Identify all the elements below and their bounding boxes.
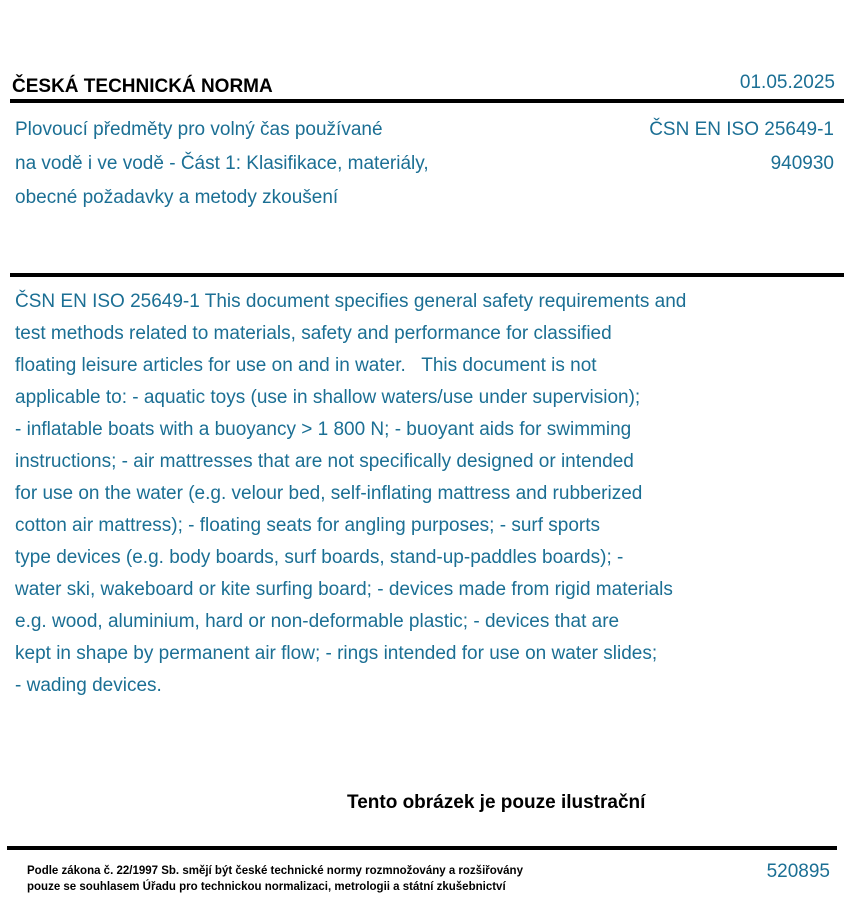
standard-title-line: Plovoucí předměty pro volný čas používané: [15, 119, 383, 140]
abstract-line: water ski, wakeboard or kite surfing board; - devices made from rigid materials: [15, 579, 673, 600]
abstract-text: [15, 286, 686, 702]
illustration-disclaimer: Tento obrázek je pouze ilustrační: [347, 792, 646, 813]
header-rule: [10, 99, 844, 103]
abstract-line: applicable to: - aquatic toys (use in shallow waters/use under supervision);: [15, 387, 641, 408]
section-rule: [10, 273, 844, 277]
abstract-line: e.g. wood, aluminium, hard or non-deformable plastic; - devices that are: [15, 611, 620, 632]
abstract-line: ČSN EN ISO 25649-1 This document specifies general safety requirements and: [15, 291, 687, 312]
standard-designation: ČSN EN ISO 25649-1: [649, 119, 834, 140]
standard-title-line: obecné požadavky a metody zkoušení: [15, 187, 339, 208]
classification-code: 940930: [770, 153, 834, 174]
abstract-line: test methods related to materials, safety and performance for classified: [15, 323, 612, 344]
abstract-line: floating leisure articles for use on and in water. This document is not: [15, 355, 597, 376]
legal-notice-line: pouze se souhlasem Úřadu pro technickou normalizaci, metrologii a státní zkušebnictví: [27, 881, 506, 893]
abstract-line: for use on the water (e.g. velour bed, self-inflating mattress and rubberized: [15, 483, 643, 504]
abstract-line: type devices (e.g. body boards, surf boards, stand-up-paddles boards); -: [15, 547, 624, 568]
standard-title-line: na vodě i ve vodě - Část 1: Klasifikace, materiály,: [15, 153, 429, 174]
abstract-line: instructions; - air mattresses that are not specifically designed or intended: [15, 451, 634, 472]
abstract-line: kept in shape by permanent air flow; - rings intended for use on water slides;: [15, 643, 658, 664]
abstract-line: - wading devices.: [15, 675, 162, 696]
footer-rule: [7, 846, 837, 850]
legal-notice-line: Podle zákona č. 22/1997 Sb. smějí být české technické normy rozmnožovány a rozšiřovány: [27, 865, 523, 877]
document-type-heading: ČESKÁ TECHNICKÁ NORMA: [12, 76, 273, 97]
legal-notice: [27, 863, 523, 895]
publication-date: 01.05.2025: [739, 72, 835, 93]
standard-identifiers: [649, 113, 834, 181]
standard-title: [15, 113, 429, 215]
abstract-line: - inflatable boats with a buoyancy > 1 800 N; - buoyant aids for swimming: [15, 419, 632, 440]
abstract-line: cotton air mattress); - floating seats for angling purposes; - surf sports: [15, 515, 601, 536]
catalog-number: 520895: [766, 861, 830, 882]
